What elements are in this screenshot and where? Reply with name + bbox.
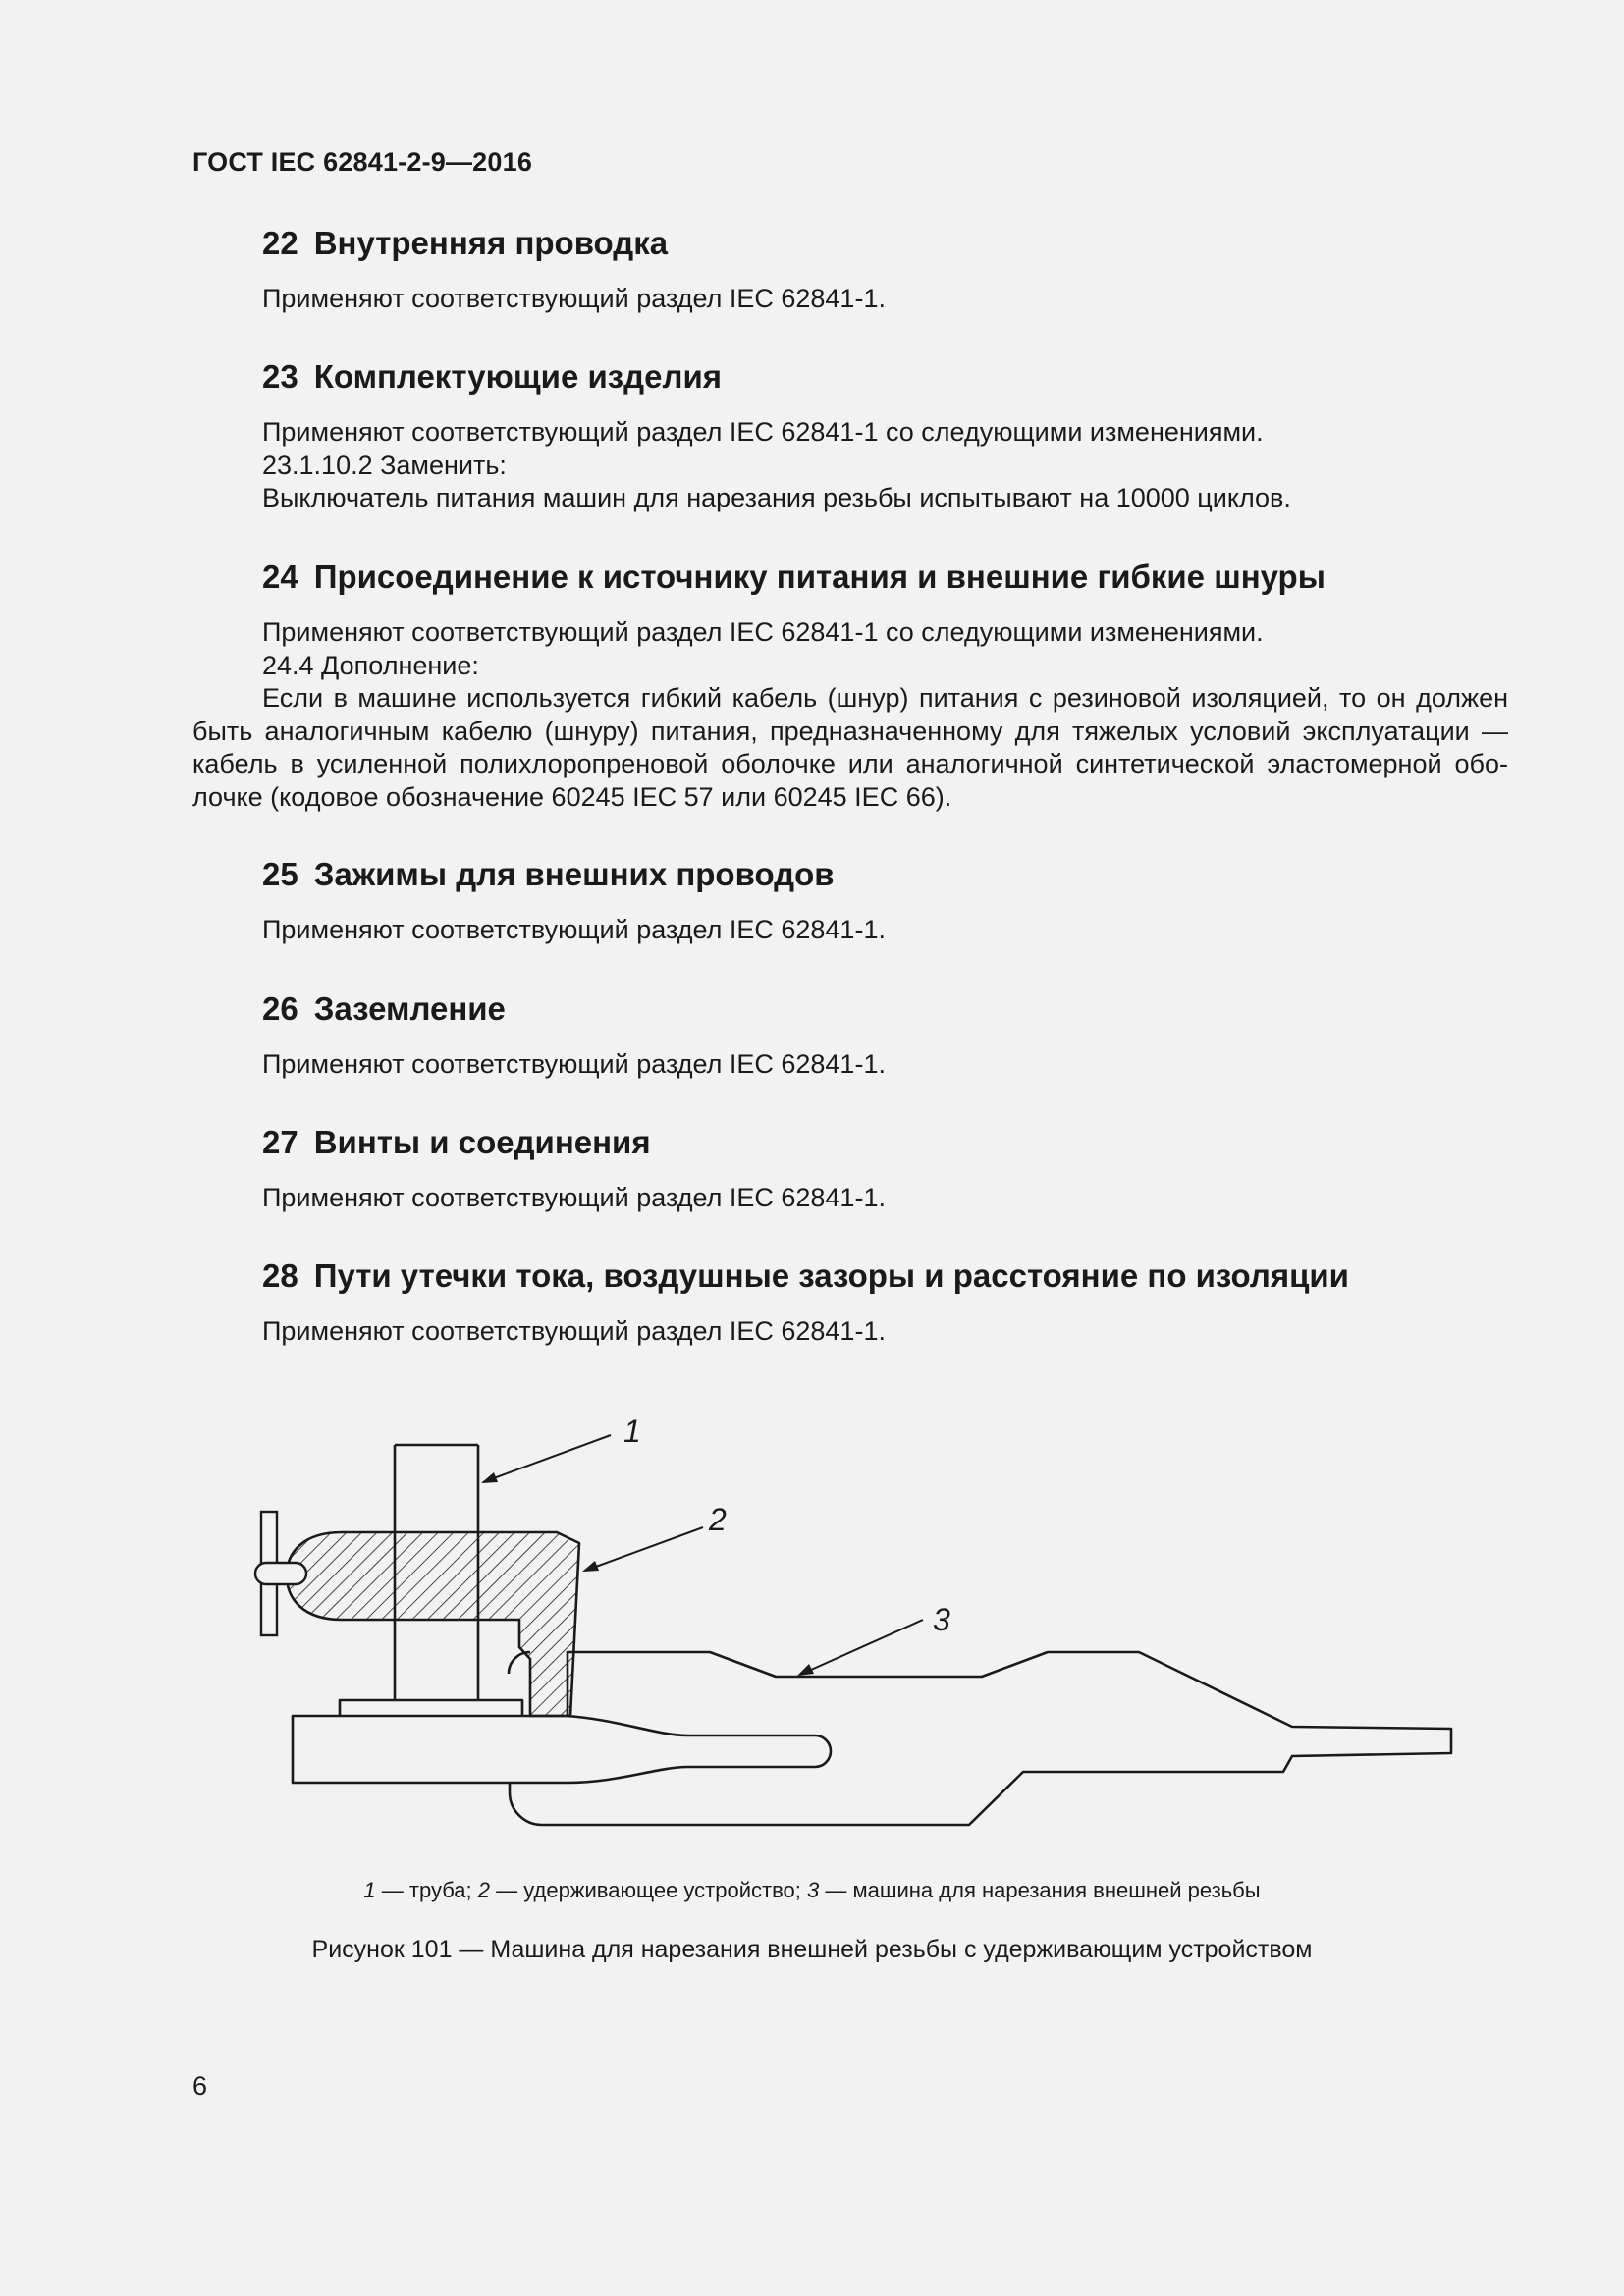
section-heading: [192, 222, 1508, 265]
page-number: 6: [192, 2071, 208, 2101]
pipe-footing: [340, 1700, 522, 1716]
leader-arrow-3: [797, 1664, 814, 1676]
section-title: Заземление: [313, 990, 506, 1027]
section-heading: [192, 1121, 1508, 1164]
section-heading: [192, 556, 1508, 599]
legend-number: 2: [477, 1878, 490, 1902]
figure-label-2: 2: [709, 1502, 727, 1537]
body-line: Применяют соответствующий раздел IEC 62841-1.: [262, 1183, 886, 1212]
section-heading: [192, 1255, 1508, 1298]
figure-legend: [0, 1878, 1624, 1903]
section-heading: [192, 988, 1508, 1031]
figure-caption: Рисунок 101 — Машина для нарезания внешней резьбы с удерживающим устройством: [311, 1936, 1313, 1963]
body-line: Применяют соответствующий раздел IEC 62841-1.: [262, 1316, 886, 1346]
leader-line-2: [585, 1527, 703, 1571]
figure-label-1: 1: [623, 1414, 641, 1449]
section-number: 24: [262, 559, 298, 595]
section-title: Зажимы для внешних проводов: [313, 856, 835, 892]
machine-body: [510, 1652, 1451, 1825]
figure-label-3: 3: [933, 1602, 950, 1637]
section-heading: [192, 853, 1508, 896]
screw-shaft: [255, 1563, 306, 1584]
body-line: 23.1.10.2 Заменить:: [262, 450, 507, 480]
section-body: [192, 616, 1508, 814]
section-number: 25: [262, 856, 298, 892]
section-body: [192, 914, 1508, 947]
holding-device: [287, 1532, 579, 1716]
leader-line-1: [483, 1435, 611, 1482]
section-number: 27: [262, 1124, 298, 1160]
base-plate: [293, 1716, 831, 1783]
leader-arrow-2: [582, 1561, 599, 1572]
section-title: Комплектующие изделия: [313, 358, 722, 395]
section-heading: [192, 355, 1508, 399]
legend-text: — удерживающее устройство;: [490, 1878, 807, 1902]
section-28: [192, 1255, 1508, 1349]
section-number: 23: [262, 358, 298, 395]
body-line: Выключатель питания машин для нарезания резьбы испытывают на 10000 циклов.: [262, 483, 1291, 512]
section-27: [192, 1121, 1508, 1215]
body-line: Применяют соответствующий раздел IEC 62841-1.: [262, 284, 886, 313]
section-title: Пути утечки тока, воздушные зазоры и расстояние по изоляции: [313, 1257, 1349, 1294]
section-number: 22: [262, 225, 298, 261]
threading-machine-drawing: [0, 1394, 1624, 1904]
section-body: [192, 1182, 1508, 1215]
legend-text: — машина для нарезания внешней резьбы: [819, 1878, 1261, 1902]
section-title: Внутренняя проводка: [313, 225, 669, 261]
section-number: 26: [262, 990, 298, 1027]
section-body: [192, 283, 1508, 316]
legend-text: — труба;: [375, 1878, 478, 1902]
section-title: Присоединение к источнику питания и внешние гибкие шнуры: [313, 559, 1326, 595]
section-22: [192, 222, 1508, 316]
leader-arrow-1: [481, 1472, 498, 1483]
section-26: [192, 988, 1508, 1082]
section-number: 28: [262, 1257, 298, 1294]
section-24: [192, 556, 1508, 814]
body-paragraph: Если в машине используется гибкий кабель (шнур) питания с резиновой изоляцией, то он должен быть аналогичным кабелю (шнуру) питания, предназначенному для тяжелых условий эксплуатации — кабель в усиленной полихлоропреновой оболочке или аналогичной синтетической эластомерной оболочке (кодовое обозначение 60245 IEC 57 или 60245 IEC 66).: [192, 683, 1508, 812]
legend-number: 3: [807, 1878, 820, 1902]
body-line: Применяют соответствующий раздел IEC 62841-1 со следующими изменениями.: [262, 417, 1264, 447]
section-body: [192, 1048, 1508, 1082]
body-line: Применяют соответствующий раздел IEC 62841-1.: [262, 915, 886, 944]
section-23: [192, 355, 1508, 515]
section-body: [192, 416, 1508, 515]
document-header: ГОСТ IEC 62841-2-9—2016: [192, 147, 533, 177]
body-line: 24.4 Дополнение:: [262, 650, 479, 680]
leader-line-3: [800, 1620, 923, 1675]
section-title: Винты и соединения: [313, 1124, 651, 1160]
figure-101: [0, 1394, 1624, 1904]
legend-number: 1: [363, 1878, 376, 1902]
body-line: Применяют соответствующий раздел IEC 62841-1.: [262, 1049, 886, 1079]
section-body: [192, 1315, 1508, 1349]
body-line: Применяют соответствующий раздел IEC 62841-1 со следующими изменениями.: [262, 617, 1264, 647]
section-25: [192, 853, 1508, 947]
